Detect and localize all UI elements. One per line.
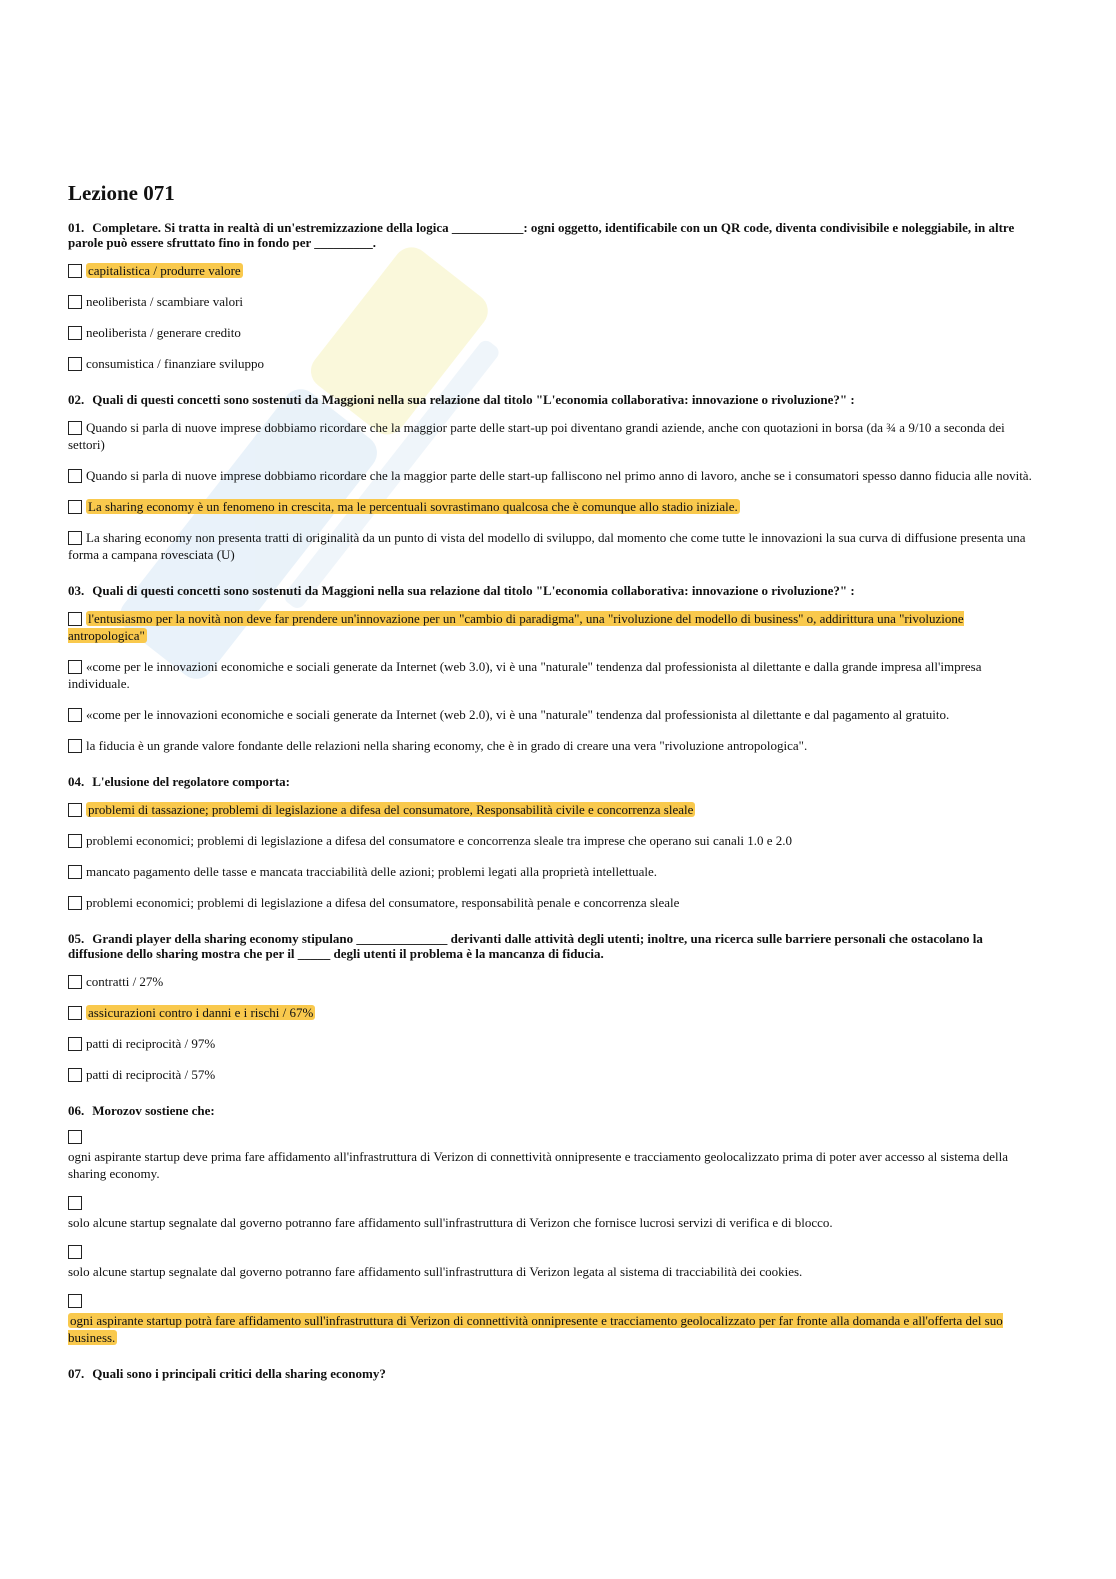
answer-text: mancato pagamento delle tasse e mancata tracciabilità delle azioni; problemi legati alla proprietà intellettuale. [86, 864, 658, 879]
checkbox[interactable] [68, 1037, 82, 1051]
checkbox[interactable] [68, 1130, 82, 1144]
question [68, 1366, 1033, 1381]
checkbox[interactable] [68, 1196, 82, 1210]
answer-option [68, 973, 1033, 990]
question [68, 392, 1033, 563]
checkbox[interactable] [68, 1245, 82, 1259]
answer-option [68, 262, 1033, 279]
answer-option [68, 467, 1033, 484]
question [68, 931, 1033, 1083]
question-prompt: Morozov sostiene che: [92, 1103, 215, 1118]
question-prompt: Completare. Si tratta in realtà di un'estremizzazione della logica ___________: ogni oggetto, identificabile con un QR code, diventa condivisibile e noleggiabile, in altre parole può essere sfruttato fino in fondo per _________. [68, 220, 1015, 250]
question-prompt: Grandi player della sharing economy stipulano ______________ derivanti dalle attività degli utenti; inoltre, una ricerca sulle barriere personali che ostacolano la diffusione dello sharing mostra che per il _____ degli utenti il problema è la mancanza di fiducia. [68, 931, 983, 961]
answer-option [68, 737, 1033, 754]
checkbox[interactable] [68, 531, 82, 545]
question [68, 220, 1033, 372]
question-prompt: Quali sono i principali critici della sharing economy? [92, 1366, 386, 1381]
answer-text-highlighted: assicurazioni contro i danni e i rischi / 67% [88, 1005, 314, 1020]
checkbox[interactable] [68, 469, 82, 483]
answer-text: ogni aspirante startup deve prima fare affidamento all'infrastruttura di Verizon di connettività onnipresente e tracciamento geolocalizzato prima di poter aver accesso al sistema della sharing economy. [68, 1149, 1009, 1181]
document-content [68, 181, 1033, 1401]
answer-option [68, 1196, 1033, 1231]
answer-text-highlighted: l'entusiasmo per la novità non deve far prendere un'innovazione per un "cambio di paradigma", una "rivoluzione del modello di business" o, addirittura una "rivoluzione antropologica" [68, 611, 964, 643]
checkbox[interactable] [68, 660, 82, 674]
question-number: 05. [68, 931, 85, 946]
answer-text: neoliberista / generare credito [86, 325, 241, 340]
answer-text-highlighted: capitalistica / produrre valore [88, 263, 241, 278]
answer-text: patti di reciprocità / 97% [86, 1036, 216, 1051]
question-number: 06. [68, 1103, 85, 1118]
answer-text: patti di reciprocità / 57% [86, 1067, 216, 1082]
checkbox[interactable] [68, 1294, 82, 1308]
question-number: 02. [68, 392, 85, 407]
answer-text: Quando si parla di nuove imprese dobbiamo ricordare che la maggior parte delle start-up falliscono nel primo anno di lavoro, anche se i consumatori spesso danno fiducia alle novità. [86, 468, 1032, 483]
answer-option [68, 355, 1033, 372]
answer-text: la fiducia è un grande valore fondante delle relazioni nella sharing economy, che è in grado di creare una vera "rivoluzione antropologica". [86, 738, 808, 753]
answer-option [68, 863, 1033, 880]
answer-text-highlighted: ogni aspirante startup potrà fare affidamento sull'infrastruttura di Verizon di connettività onnipresente e tracciamento geolocalizzato per far fronte alla domanda e all'offerta del suo business. [68, 1313, 1003, 1345]
question-list [68, 220, 1033, 1381]
answer-option [68, 293, 1033, 310]
answer-option [68, 706, 1033, 723]
checkbox[interactable] [68, 357, 82, 371]
answer-option [68, 498, 1033, 515]
checkbox[interactable] [68, 326, 82, 340]
answer-text: contratti / 27% [86, 974, 164, 989]
question [68, 1103, 1033, 1346]
answer-text: La sharing economy non presenta tratti di originalità da un punto di vista del modello di sviluppo, dal momento che come tutte le innovazioni la sua curva di diffusione presenta una forma a campana rovesciata (U) [68, 530, 1026, 562]
answer-option [68, 832, 1033, 849]
answer-option [68, 1245, 1033, 1280]
answer-text-highlighted: problemi di tassazione; problemi di legislazione a difesa del consumatore, Responsabilità civile e concorrenza sleale [88, 802, 694, 817]
answer-text: «come per le innovazioni economiche e sociali generate da Internet (web 3.0), vi è una "naturale" tendenza dal professionista al dilettante e dalla grande impresa all'impresa individuale. [68, 659, 982, 691]
checkbox[interactable] [68, 500, 82, 514]
question-text [68, 392, 1033, 407]
question-prompt: Quali di questi concetti sono sostenuti da Maggioni nella sua relazione dal titolo "L'economia collaborativa: innovazione o rivoluzione?" : [92, 392, 855, 407]
checkbox[interactable] [68, 803, 82, 817]
question-number: 07. [68, 1366, 85, 1381]
answer-text: solo alcune startup segnalate dal governo potranno fare affidamento sull'infrastruttura di Verizon che fornisce lucrosi servizi di verifica e di blocco. [68, 1215, 833, 1230]
question-text [68, 774, 1033, 789]
question [68, 583, 1033, 754]
answer-option [68, 1035, 1033, 1052]
answer-option [68, 610, 1033, 644]
checkbox[interactable] [68, 1006, 82, 1020]
answer-option [68, 1130, 1033, 1182]
question-prompt: L'elusione del regolatore comporta: [92, 774, 290, 789]
answer-option [68, 894, 1033, 911]
checkbox[interactable] [68, 896, 82, 910]
checkbox[interactable] [68, 739, 82, 753]
answer-text: consumistica / finanziare sviluppo [86, 356, 264, 371]
answer-option [68, 801, 1033, 818]
checkbox[interactable] [68, 612, 82, 626]
checkbox[interactable] [68, 264, 82, 278]
question-number: 01. [68, 220, 85, 235]
checkbox[interactable] [68, 1068, 82, 1082]
question-prompt: Quali di questi concetti sono sostenuti da Maggioni nella sua relazione dal titolo "L'economia collaborativa: innovazione o rivoluzione?" : [92, 583, 855, 598]
question-number: 03. [68, 583, 85, 598]
answer-text: neoliberista / scambiare valori [86, 294, 244, 309]
page-title: Lezione 071 [68, 181, 175, 205]
answer-text: «come per le innovazioni economiche e sociali generate da Internet (web 2.0), vi è una "naturale" tendenza dal professionista al dilettante e dal pagamento al gratuito. [86, 707, 950, 722]
answer-option [68, 1066, 1033, 1083]
answer-text-highlighted: La sharing economy è un fenomeno in crescita, ma le percentuali sovrastimano qualcosa che è comunque allo stadio iniziale. [88, 499, 738, 514]
answer-option [68, 658, 1033, 692]
question [68, 774, 1033, 911]
answer-option [68, 1294, 1033, 1346]
question-text [68, 583, 1033, 598]
checkbox[interactable] [68, 708, 82, 722]
answer-text: Quando si parla di nuove imprese dobbiamo ricordare che la maggior parte delle start-up poi diventano grandi aziende, anche con quotazioni in borsa (da ¾ a 9/10 a seconda dei settori) [68, 420, 1005, 452]
question-text [68, 220, 1033, 250]
answer-text: solo alcune startup segnalate dal governo potranno fare affidamento sull'infrastruttura di Verizon legata al sistema di tracciabilità dei cookies. [68, 1264, 803, 1279]
checkbox[interactable] [68, 865, 82, 879]
question-number: 04. [68, 774, 85, 789]
answer-option [68, 419, 1033, 453]
answer-option [68, 324, 1033, 341]
answer-option [68, 1004, 1033, 1021]
answer-option [68, 529, 1033, 563]
answer-text: problemi economici; problemi di legislazione a difesa del consumatore e concorrenza sleale tra imprese che operano sui canali 1.0 e 2.0 [86, 833, 793, 848]
checkbox[interactable] [68, 295, 82, 309]
question-text [68, 1103, 1033, 1118]
checkbox[interactable] [68, 834, 82, 848]
question-text [68, 931, 1033, 961]
checkbox[interactable] [68, 421, 82, 435]
answer-text: problemi economici; problemi di legislazione a difesa del consumatore, responsabilità penale e concorrenza sleale [86, 895, 680, 910]
checkbox[interactable] [68, 975, 82, 989]
question-text [68, 1366, 1033, 1381]
